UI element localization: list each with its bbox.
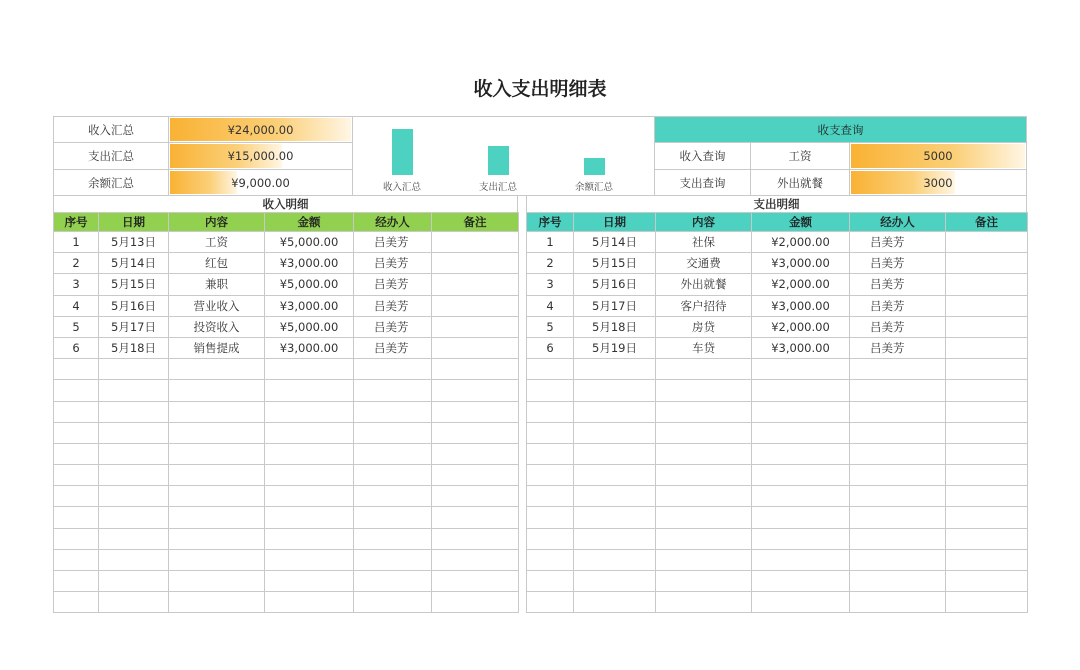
chart-bar bbox=[584, 158, 605, 175]
table-cell[interactable] bbox=[265, 401, 354, 422]
income-section-title: 收入明细 bbox=[53, 195, 518, 213]
table-cell[interactable] bbox=[432, 422, 519, 443]
column-header[interactable]: 序号 bbox=[54, 213, 99, 232]
table-cell[interactable]: ¥3,000.00 bbox=[752, 253, 850, 274]
table-cell[interactable]: ¥3,000.00 bbox=[265, 253, 354, 274]
table-cell[interactable] bbox=[850, 592, 946, 613]
query-expense-result-text: 3000 bbox=[923, 175, 953, 190]
table-cell[interactable]: 5 bbox=[54, 316, 99, 337]
table-cell[interactable] bbox=[574, 359, 656, 380]
table-row[interactable] bbox=[54, 337, 519, 358]
table-cell[interactable] bbox=[752, 507, 850, 528]
table-row[interactable] bbox=[54, 232, 519, 253]
table-cell[interactable]: 交通费 bbox=[656, 253, 752, 274]
table-row[interactable] bbox=[54, 401, 519, 422]
table-cell[interactable] bbox=[432, 592, 519, 613]
table-cell[interactable]: 1 bbox=[527, 232, 574, 253]
table-cell[interactable] bbox=[54, 549, 99, 570]
page-title: 收入支出明细表 bbox=[473, 78, 607, 100]
table-cell[interactable] bbox=[169, 486, 265, 507]
table-cell[interactable]: ¥3,000.00 bbox=[752, 295, 850, 316]
table-row[interactable] bbox=[54, 507, 519, 528]
table-cell[interactable] bbox=[850, 422, 946, 443]
query-income-result-text: 5000 bbox=[923, 149, 953, 163]
table-cell[interactable]: ¥2,000.00 bbox=[752, 274, 850, 295]
table-cell[interactable] bbox=[946, 571, 1028, 592]
table-cell[interactable] bbox=[946, 316, 1028, 337]
table-cell[interactable] bbox=[99, 507, 169, 528]
table-cell[interactable] bbox=[850, 359, 946, 380]
table-cell[interactable] bbox=[169, 359, 265, 380]
query-expense-item[interactable]: 外出就餐 bbox=[750, 169, 850, 196]
table-cell[interactable] bbox=[574, 401, 656, 422]
table-cell[interactable] bbox=[432, 337, 519, 358]
table-row[interactable] bbox=[527, 359, 1028, 380]
table-cell[interactable] bbox=[752, 443, 850, 464]
table-cell[interactable] bbox=[656, 422, 752, 443]
table-cell[interactable]: 5月17日 bbox=[99, 316, 169, 337]
table-cell[interactable] bbox=[946, 592, 1028, 613]
column-header[interactable]: 经办人 bbox=[354, 213, 432, 232]
table-cell[interactable] bbox=[169, 549, 265, 570]
table-cell[interactable] bbox=[265, 380, 354, 401]
table-cell[interactable]: ¥5,000.00 bbox=[265, 274, 354, 295]
table-cell[interactable] bbox=[752, 528, 850, 549]
table-cell[interactable]: 客户招待 bbox=[656, 295, 752, 316]
table-cell[interactable] bbox=[54, 380, 99, 401]
table-row[interactable] bbox=[527, 316, 1028, 337]
summary-value-balance-text: ¥9,000.00 bbox=[231, 175, 290, 190]
table-cell[interactable]: 吕美芳 bbox=[354, 274, 432, 295]
summary-value-income[interactable] bbox=[168, 116, 353, 143]
table-cell[interactable] bbox=[656, 549, 752, 570]
table-cell[interactable] bbox=[432, 295, 519, 316]
table-row[interactable] bbox=[527, 274, 1028, 295]
table-row[interactable] bbox=[527, 295, 1028, 316]
table-cell[interactable] bbox=[354, 507, 432, 528]
table-cell[interactable] bbox=[946, 401, 1028, 422]
table-cell[interactable]: 5 bbox=[527, 316, 574, 337]
table-cell[interactable] bbox=[432, 443, 519, 464]
table-cell[interactable]: 投资收入 bbox=[169, 316, 265, 337]
table-cell[interactable] bbox=[265, 422, 354, 443]
table-cell[interactable] bbox=[265, 465, 354, 486]
column-header[interactable]: 内容 bbox=[656, 213, 752, 232]
table-cell[interactable] bbox=[850, 549, 946, 570]
table-cell[interactable]: 吕美芳 bbox=[850, 316, 946, 337]
summary-label-balance: 余额汇总 bbox=[53, 169, 169, 196]
table-row[interactable] bbox=[54, 422, 519, 443]
table-cell[interactable] bbox=[946, 380, 1028, 401]
table-cell[interactable] bbox=[656, 571, 752, 592]
table-cell[interactable] bbox=[752, 359, 850, 380]
table-cell[interactable] bbox=[432, 465, 519, 486]
table-cell[interactable]: 4 bbox=[527, 295, 574, 316]
table-cell[interactable] bbox=[850, 486, 946, 507]
table-cell[interactable] bbox=[656, 443, 752, 464]
table-cell[interactable] bbox=[432, 507, 519, 528]
table-cell[interactable]: 吕美芳 bbox=[354, 232, 432, 253]
table-cell[interactable] bbox=[527, 549, 574, 570]
table-cell[interactable] bbox=[54, 359, 99, 380]
table-cell[interactable] bbox=[432, 571, 519, 592]
table-cell[interactable] bbox=[54, 507, 99, 528]
table-cell[interactable] bbox=[946, 359, 1028, 380]
table-cell[interactable]: 吕美芳 bbox=[850, 253, 946, 274]
table-row[interactable] bbox=[54, 253, 519, 274]
query-income-label: 收入查询 bbox=[654, 142, 751, 170]
table-cell[interactable] bbox=[527, 380, 574, 401]
table-cell[interactable] bbox=[946, 486, 1028, 507]
query-income-item[interactable]: 工资 bbox=[750, 142, 850, 170]
table-cell[interactable]: 5月18日 bbox=[574, 316, 656, 337]
table-cell[interactable] bbox=[354, 422, 432, 443]
table-cell[interactable] bbox=[574, 443, 656, 464]
table-cell[interactable] bbox=[99, 486, 169, 507]
table-cell[interactable] bbox=[432, 401, 519, 422]
table-cell[interactable] bbox=[99, 422, 169, 443]
query-expense-result[interactable] bbox=[849, 169, 1027, 196]
table-cell[interactable] bbox=[527, 571, 574, 592]
table-cell[interactable] bbox=[752, 465, 850, 486]
table-cell[interactable] bbox=[99, 380, 169, 401]
table-cell[interactable] bbox=[656, 486, 752, 507]
table-cell[interactable]: ¥5,000.00 bbox=[265, 316, 354, 337]
table-row[interactable] bbox=[54, 295, 519, 316]
table-row[interactable] bbox=[54, 359, 519, 380]
table-cell[interactable] bbox=[574, 507, 656, 528]
column-header[interactable]: 内容 bbox=[169, 213, 265, 232]
table-cell[interactable]: 5月18日 bbox=[99, 337, 169, 358]
table-row[interactable] bbox=[54, 528, 519, 549]
table-cell[interactable] bbox=[527, 507, 574, 528]
table-cell[interactable]: 外出就餐 bbox=[656, 274, 752, 295]
table-cell[interactable]: 5月15日 bbox=[99, 274, 169, 295]
table-cell[interactable] bbox=[354, 401, 432, 422]
table-row[interactable] bbox=[527, 549, 1028, 570]
table-cell[interactable]: 5月19日 bbox=[574, 337, 656, 358]
expense-header-row bbox=[527, 213, 1028, 232]
table-cell[interactable] bbox=[54, 592, 99, 613]
table-cell[interactable] bbox=[169, 507, 265, 528]
table-cell[interactable]: 2 bbox=[527, 253, 574, 274]
table-cell[interactable]: 5月14日 bbox=[574, 232, 656, 253]
table-cell[interactable]: 5月14日 bbox=[99, 253, 169, 274]
table-cell[interactable] bbox=[527, 359, 574, 380]
table-cell[interactable] bbox=[169, 592, 265, 613]
table-cell[interactable] bbox=[752, 486, 850, 507]
table-cell[interactable]: ¥3,000.00 bbox=[265, 295, 354, 316]
table-cell[interactable] bbox=[169, 571, 265, 592]
table-row[interactable] bbox=[54, 465, 519, 486]
table-cell[interactable]: 3 bbox=[527, 274, 574, 295]
table-row[interactable] bbox=[54, 316, 519, 337]
table-cell[interactable] bbox=[527, 592, 574, 613]
summary-label-expense: 支出汇总 bbox=[53, 142, 169, 170]
table-cell[interactable]: 2 bbox=[54, 253, 99, 274]
table-cell[interactable] bbox=[54, 528, 99, 549]
table-cell[interactable] bbox=[432, 359, 519, 380]
table-cell[interactable]: 1 bbox=[54, 232, 99, 253]
income-table bbox=[53, 212, 519, 613]
summary-value-income-text: ¥24,000.00 bbox=[227, 122, 294, 137]
table-row[interactable] bbox=[527, 253, 1028, 274]
table-cell[interactable] bbox=[99, 528, 169, 549]
table-cell[interactable] bbox=[850, 571, 946, 592]
table-cell[interactable] bbox=[656, 401, 752, 422]
table-cell[interactable]: 4 bbox=[54, 295, 99, 316]
table-row[interactable] bbox=[527, 401, 1028, 422]
table-row[interactable] bbox=[527, 422, 1028, 443]
table-cell[interactable] bbox=[54, 486, 99, 507]
table-cell[interactable] bbox=[265, 359, 354, 380]
table-cell[interactable] bbox=[574, 380, 656, 401]
table-cell[interactable] bbox=[354, 549, 432, 570]
chart-category-label: 收入汇总 bbox=[382, 182, 421, 193]
table-cell[interactable]: 5月13日 bbox=[99, 232, 169, 253]
table-cell[interactable] bbox=[946, 528, 1028, 549]
table-cell[interactable] bbox=[265, 549, 354, 570]
table-cell[interactable] bbox=[169, 465, 265, 486]
table-cell[interactable] bbox=[169, 528, 265, 549]
table-cell[interactable] bbox=[354, 571, 432, 592]
table-cell[interactable] bbox=[946, 253, 1028, 274]
table-cell[interactable] bbox=[527, 465, 574, 486]
table-cell[interactable] bbox=[54, 443, 99, 464]
table-cell[interactable] bbox=[432, 274, 519, 295]
table-cell[interactable] bbox=[850, 507, 946, 528]
table-cell[interactable] bbox=[354, 465, 432, 486]
table-cell[interactable] bbox=[527, 486, 574, 507]
table-cell[interactable] bbox=[752, 422, 850, 443]
table-row[interactable] bbox=[527, 337, 1028, 358]
table-cell[interactable] bbox=[432, 232, 519, 253]
table-cell[interactable] bbox=[574, 592, 656, 613]
table-row[interactable] bbox=[527, 380, 1028, 401]
query-header: 收支查询 bbox=[654, 116, 1027, 143]
column-header[interactable]: 序号 bbox=[527, 213, 574, 232]
table-cell[interactable] bbox=[54, 422, 99, 443]
table-cell[interactable] bbox=[946, 443, 1028, 464]
table-cell[interactable] bbox=[99, 571, 169, 592]
table-cell[interactable]: 红包 bbox=[169, 253, 265, 274]
table-cell[interactable] bbox=[752, 380, 850, 401]
table-cell[interactable] bbox=[354, 592, 432, 613]
table-cell[interactable]: ¥5,000.00 bbox=[265, 232, 354, 253]
table-cell[interactable] bbox=[574, 486, 656, 507]
chart-bar bbox=[392, 129, 413, 175]
table-row[interactable] bbox=[54, 592, 519, 613]
table-row[interactable] bbox=[54, 274, 519, 295]
table-cell[interactable]: ¥2,000.00 bbox=[752, 316, 850, 337]
table-cell[interactable] bbox=[656, 592, 752, 613]
table-cell[interactable] bbox=[752, 571, 850, 592]
table-cell[interactable] bbox=[169, 422, 265, 443]
summary-value-expense-text: ¥15,000.00 bbox=[227, 149, 294, 163]
table-cell[interactable] bbox=[752, 549, 850, 570]
table-cell[interactable] bbox=[850, 380, 946, 401]
table-cell[interactable] bbox=[527, 528, 574, 549]
table-cell[interactable] bbox=[54, 571, 99, 592]
table-cell[interactable] bbox=[99, 465, 169, 486]
table-cell[interactable] bbox=[656, 507, 752, 528]
table-cell[interactable]: 吕美芳 bbox=[850, 295, 946, 316]
table-cell[interactable]: 车贷 bbox=[656, 337, 752, 358]
table-cell[interactable]: 6 bbox=[54, 337, 99, 358]
table-cell[interactable]: 吕美芳 bbox=[850, 274, 946, 295]
table-cell[interactable] bbox=[527, 443, 574, 464]
table-cell[interactable] bbox=[265, 507, 354, 528]
table-row[interactable] bbox=[527, 528, 1028, 549]
table-row[interactable] bbox=[527, 571, 1028, 592]
chart-bar bbox=[488, 146, 509, 175]
table-cell[interactable] bbox=[946, 232, 1028, 253]
table-cell[interactable] bbox=[574, 571, 656, 592]
table-cell[interactable] bbox=[656, 380, 752, 401]
expense-section-title: 支出明细 bbox=[526, 195, 1027, 213]
table-cell[interactable]: 3 bbox=[54, 274, 99, 295]
column-header[interactable]: 经办人 bbox=[850, 213, 946, 232]
table-cell[interactable] bbox=[169, 401, 265, 422]
table-cell[interactable]: 5月15日 bbox=[574, 253, 656, 274]
table-cell[interactable] bbox=[432, 316, 519, 337]
table-cell[interactable] bbox=[265, 528, 354, 549]
table-row[interactable] bbox=[527, 486, 1028, 507]
table-cell[interactable] bbox=[850, 401, 946, 422]
column-header[interactable]: 金额 bbox=[752, 213, 850, 232]
table-cell[interactable] bbox=[432, 253, 519, 274]
table-cell[interactable] bbox=[574, 422, 656, 443]
table-cell[interactable] bbox=[265, 592, 354, 613]
table-cell[interactable] bbox=[527, 422, 574, 443]
table-cell[interactable]: ¥2,000.00 bbox=[752, 232, 850, 253]
table-cell[interactable] bbox=[169, 380, 265, 401]
table-cell[interactable] bbox=[946, 465, 1028, 486]
table-cell[interactable] bbox=[946, 549, 1028, 570]
table-cell[interactable] bbox=[656, 528, 752, 549]
table-row[interactable] bbox=[527, 443, 1028, 464]
table-cell[interactable]: 兼职 bbox=[169, 274, 265, 295]
table-cell[interactable] bbox=[354, 443, 432, 464]
table-cell[interactable]: 吕美芳 bbox=[354, 253, 432, 274]
table-cell[interactable]: 吕美芳 bbox=[354, 316, 432, 337]
table-cell[interactable]: 工资 bbox=[169, 232, 265, 253]
table-cell[interactable] bbox=[656, 465, 752, 486]
table-cell[interactable]: ¥3,000.00 bbox=[752, 337, 850, 358]
table-cell[interactable] bbox=[169, 443, 265, 464]
query-income-result[interactable] bbox=[849, 142, 1027, 170]
table-cell[interactable]: 吕美芳 bbox=[850, 337, 946, 358]
table-cell[interactable] bbox=[946, 337, 1028, 358]
table-cell[interactable] bbox=[265, 571, 354, 592]
table-cell[interactable] bbox=[354, 359, 432, 380]
column-header[interactable]: 日期 bbox=[99, 213, 169, 232]
table-cell[interactable] bbox=[265, 486, 354, 507]
table-cell[interactable] bbox=[527, 401, 574, 422]
column-header[interactable]: 金额 bbox=[265, 213, 354, 232]
column-header[interactable]: 备注 bbox=[432, 213, 519, 232]
table-cell[interactable] bbox=[354, 380, 432, 401]
table-cell[interactable] bbox=[432, 549, 519, 570]
expense-table bbox=[526, 212, 1028, 613]
column-header[interactable]: 备注 bbox=[946, 213, 1028, 232]
table-cell[interactable]: 5月17日 bbox=[574, 295, 656, 316]
table-cell[interactable] bbox=[752, 592, 850, 613]
table-cell[interactable] bbox=[54, 401, 99, 422]
table-cell[interactable]: 5月16日 bbox=[99, 295, 169, 316]
chart-category-label: 余额汇总 bbox=[574, 182, 613, 193]
summary-label-income: 收入汇总 bbox=[53, 116, 169, 143]
table-row[interactable] bbox=[54, 443, 519, 464]
table-cell[interactable] bbox=[850, 528, 946, 549]
table-cell[interactable] bbox=[432, 486, 519, 507]
table-row[interactable] bbox=[54, 486, 519, 507]
table-cell[interactable]: 吕美芳 bbox=[850, 232, 946, 253]
table-row[interactable] bbox=[527, 507, 1028, 528]
summary-value-balance[interactable] bbox=[168, 169, 353, 196]
table-cell[interactable]: 吕美芳 bbox=[354, 295, 432, 316]
table-cell[interactable] bbox=[99, 401, 169, 422]
summary-chart bbox=[352, 116, 655, 196]
table-cell[interactable]: 社保 bbox=[656, 232, 752, 253]
table-cell[interactable] bbox=[432, 528, 519, 549]
table-cell[interactable] bbox=[946, 274, 1028, 295]
table-cell[interactable]: ¥3,000.00 bbox=[265, 337, 354, 358]
table-cell[interactable] bbox=[354, 528, 432, 549]
table-cell[interactable] bbox=[574, 549, 656, 570]
table-cell[interactable]: 营业收入 bbox=[169, 295, 265, 316]
table-cell[interactable] bbox=[574, 528, 656, 549]
table-cell[interactable] bbox=[354, 486, 432, 507]
table-row[interactable] bbox=[527, 465, 1028, 486]
table-cell[interactable] bbox=[752, 401, 850, 422]
query-expense-label: 支出查询 bbox=[654, 169, 751, 196]
table-cell[interactable] bbox=[99, 359, 169, 380]
table-cell[interactable] bbox=[99, 592, 169, 613]
table-cell[interactable] bbox=[946, 422, 1028, 443]
table-cell[interactable]: 吕美芳 bbox=[354, 337, 432, 358]
table-row[interactable] bbox=[527, 232, 1028, 253]
table-cell[interactable] bbox=[946, 295, 1028, 316]
table-cell[interactable] bbox=[850, 443, 946, 464]
table-cell[interactable]: 销售提成 bbox=[169, 337, 265, 358]
table-cell[interactable] bbox=[99, 549, 169, 570]
table-cell[interactable] bbox=[432, 380, 519, 401]
table-row[interactable] bbox=[54, 571, 519, 592]
table-row[interactable] bbox=[54, 380, 519, 401]
summary-databar-balance bbox=[170, 171, 237, 194]
table-cell[interactable]: 6 bbox=[527, 337, 574, 358]
table-cell[interactable]: 房贷 bbox=[656, 316, 752, 337]
table-cell[interactable] bbox=[850, 465, 946, 486]
table-cell[interactable] bbox=[99, 443, 169, 464]
income-header-row bbox=[54, 213, 519, 232]
table-row[interactable] bbox=[54, 549, 519, 570]
column-header[interactable]: 日期 bbox=[574, 213, 656, 232]
chart-category-label: 支出汇总 bbox=[478, 182, 517, 193]
table-cell[interactable]: 5月16日 bbox=[574, 274, 656, 295]
summary-value-expense[interactable] bbox=[168, 142, 353, 170]
table-cell[interactable] bbox=[54, 465, 99, 486]
table-cell[interactable] bbox=[946, 507, 1028, 528]
table-row[interactable] bbox=[527, 592, 1028, 613]
table-cell[interactable] bbox=[574, 465, 656, 486]
table-cell[interactable] bbox=[656, 359, 752, 380]
table-cell[interactable] bbox=[265, 443, 354, 464]
